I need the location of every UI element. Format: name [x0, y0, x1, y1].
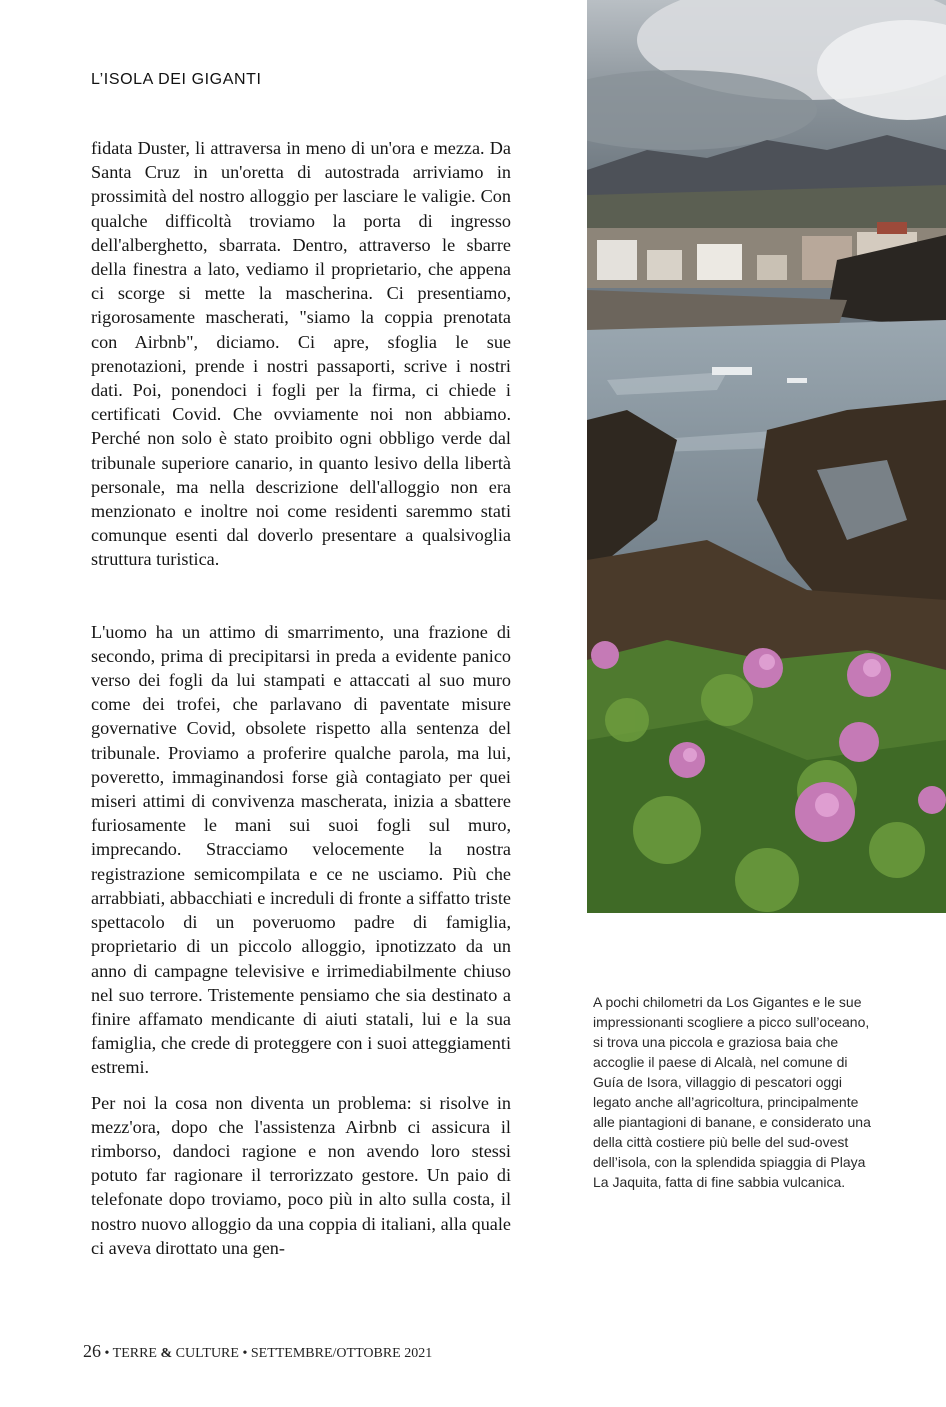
- photo-illustration: [587, 0, 946, 913]
- article-paragraph: fidata Duster, li attraversa in meno di un'ora e mezza. Da Santa Cruz in un'oretta di autostrada arriviamo in prossimità del nostro alloggio per lasciare le valigie. Con qualche difficoltà troviamo la porta di ingresso dell'alberghetto, sbarrata. Dentro, attraverso le sbarre della finestra a lato, vediamo il proprietario, che appena ci scorge si mette la mascherina. Ci presentiamo, rigorosamente mascherati, "siamo la coppia prenotata con Airbnb", diciamo. Ci apre, sfoglia le sue prenotazioni, prende i nostri passaporti, scrive i nostri dati. Poi, ponendoci i fogli per la firma, ci chiede i certificati Covid. Che ovviamente noi non abbiamo. Perché non solo è stato proibito ogni obbligo verde dal tribunale superiore canario, in quanto lesivo della libertà personale, ma nella descrizione dell'alloggio non era menzionato e inoltre noi come residenti saremmo stati comunque esenti dal doverlo presentare a qualsivoglia struttura turistica.: [91, 138, 511, 570]
- photo-caption: A pochi chilometri da Los Gigantes e le sue impressionanti scogliere a picco sull’oceano, si trova una piccola e graziosa baia che accoglie il paese di Alcalà, nel comune di Guía de Isora, villaggio di pescatori oggi legato anche all’agricoltura, principalmente alle piantagioni di banane, e considerato una della città costiere più belle del sud-ovest dell’isola, con la splendida spiaggia di Playa La Jaquita, fatta di fine sabbia vulcanica.: [593, 994, 871, 1190]
- magazine-name-left: TERRE: [112, 1346, 157, 1361]
- page-number: 26: [83, 1341, 101, 1361]
- page-footer: [83, 1341, 432, 1362]
- section-title: L’ISOLA DEI GIGANTI: [91, 71, 262, 88]
- footer-bullet: •: [104, 1346, 110, 1361]
- article-paragraph: L'uomo ha un attimo di smarrimento, una frazione di secondo, prima di precipitarsi in preda a evidente panico verso dei fogli da lui stampati e attaccati al suo muro come dei trofei, che parlavano di paventate misure governative Covid, obsolete rispetto alla sentenza del tribunale. Proviamo a proferire qualche parola, ma lui, poveretto, immaginandosi forse già contagiato per quei miseri attimi di convivenza mascherata, inizia a sbattere furiosamente le mani sui suoi fogli sul muro, imprecando. Stracciamo velocemente la nostra registrazione semicompilata e ce ne usciamo. Più che arrabbiati, abbacchiati e increduli di fronte a siffatto triste spettacolo di un poveruomo padre di famiglia, proprietario di un piccolo alloggio, ipnotizzato da un anno di campagne televisive e irrimediabilmente chiuso nel suo terrore. Tristemente pensiamo che sia destinato a finire affamato mendicante di aiuti statali, lui e la sua famiglia, che crede di proteggere con i suoi atteggiamenti estremi.: [91, 621, 511, 1078]
- magazine-name-right: CULTURE: [175, 1346, 239, 1361]
- article-body: [91, 136, 511, 1260]
- issue-date: SETTEMBRE/OTTOBRE 2021: [250, 1346, 433, 1361]
- footer-bullet: •: [242, 1346, 248, 1361]
- coastal-bay-photo: [587, 0, 946, 913]
- article-paragraph: Per noi la cosa non diventa un problema: si risolve in mezz'ora, dopo che l'assistenza Airbnb ci assicura il rimborso, dandoci ragione e non avendo loro stessi potuto far ragionare il terrorizzato gestore. Un paio di telefonate dopo troviamo, poco più in alto sulla costa, il nostro nuovo alloggio da una coppia di italiani, alla quale ci aveva dirottato una gen-: [91, 1092, 511, 1258]
- boat: [787, 378, 807, 383]
- boat: [712, 367, 752, 375]
- magazine-ampersand: &: [160, 1346, 173, 1361]
